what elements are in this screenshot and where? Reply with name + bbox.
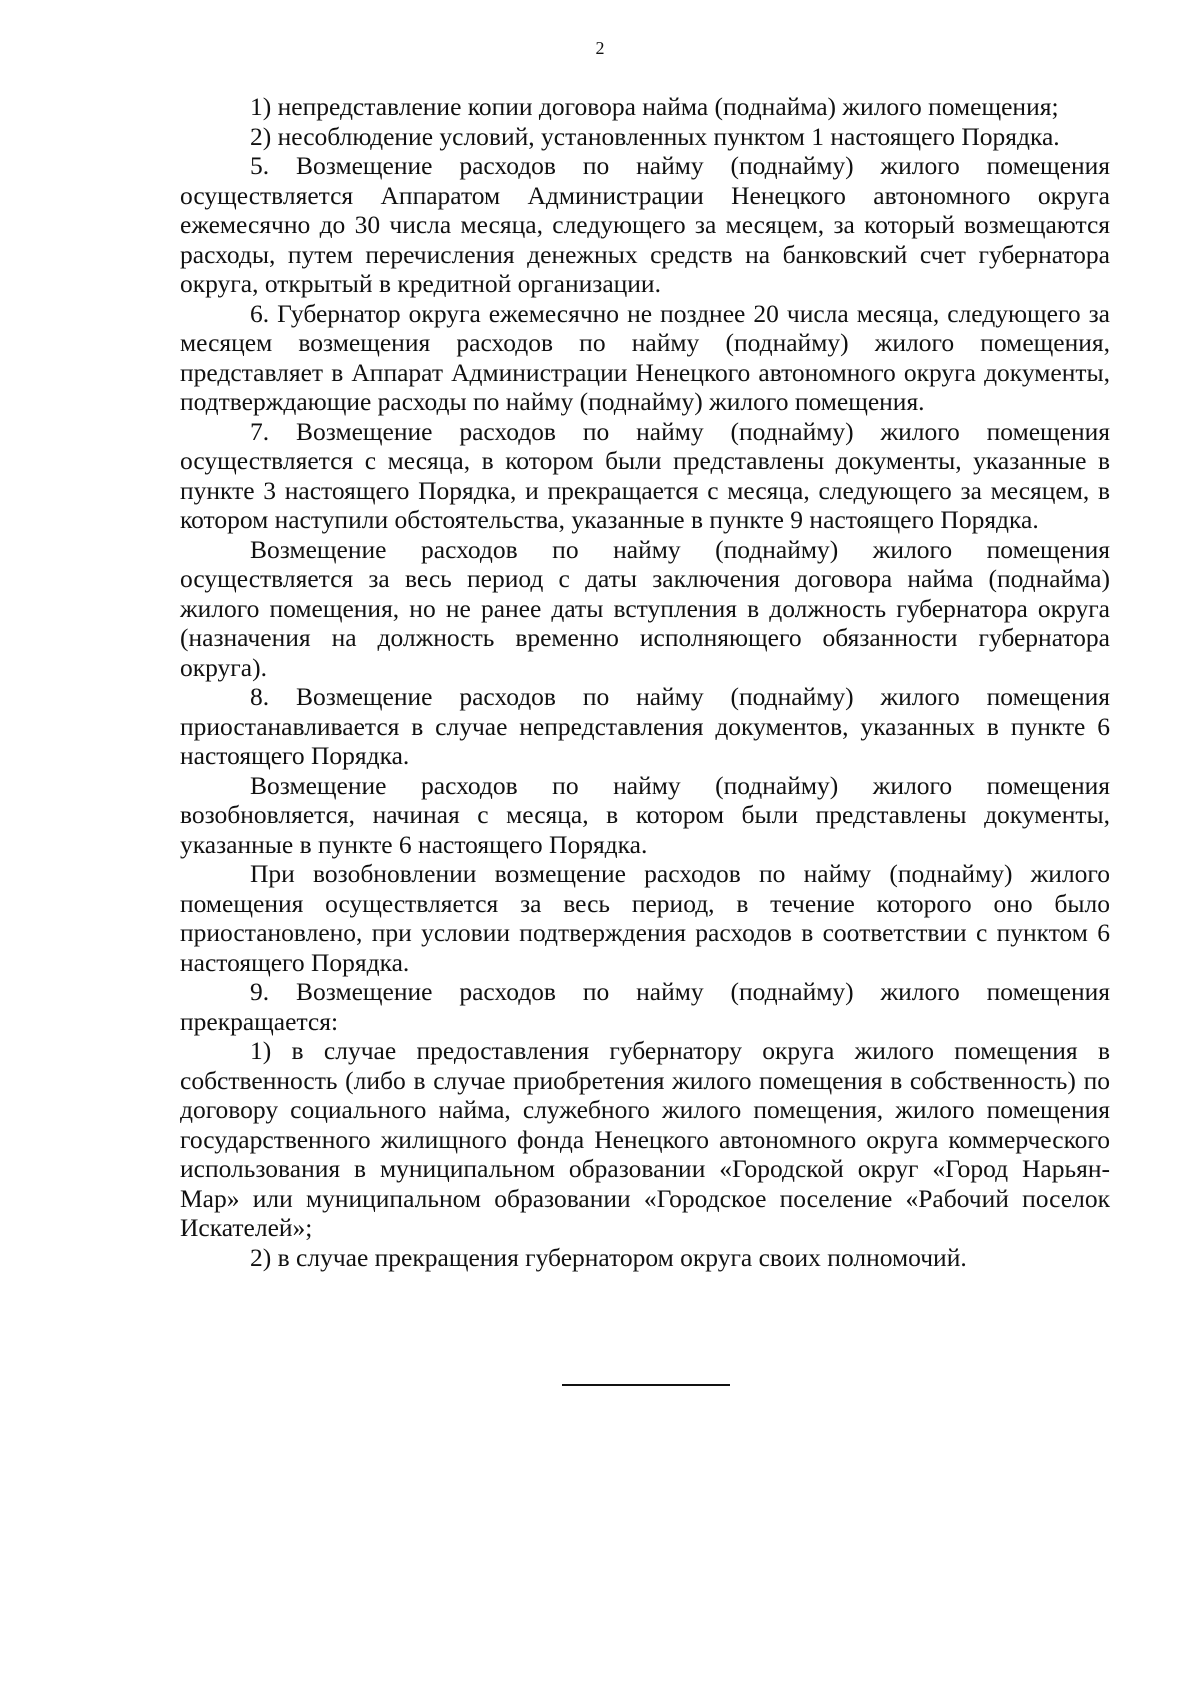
paragraph: 8. Возмещение расходов по найму (поднайму) жилого помещения приостанавливается в случае непредставления документов, указанных в пункте 6 настоящего Порядка. [180, 682, 1110, 770]
page-number: 2 [595, 38, 605, 58]
paragraph: 5. Возмещение расходов по найму (поднайму) жилого помещения осуществляется Аппаратом Администрации Ненецкого автономного округа ежемесячно до 30 числа месяца, следующего за месяцем, за который возмещаются расходы, путем перечисления денежных средств на банковский счет губернатора округа, открытый в кредитной организации. [180, 151, 1110, 298]
paragraph: 1) непредставление копии договора найма (поднайма) жилого помещения; [250, 92, 1059, 121]
paragraph: 9. Возмещение расходов по найму (поднайму) жилого помещения прекращается: [180, 977, 1110, 1036]
paragraph: При возобновлении возмещение расходов по найму (поднайму) жилого помещения осуществляется за весь период, в течение которого оно было приостановлено, при условии подтверждения расходов в соответствии с пунктом 6 настоящего Порядка. [180, 859, 1110, 977]
document-body [180, 92, 1110, 1272]
paragraph: Возмещение расходов по найму (поднайму) жилого помещения осуществляется за весь период с даты заключения договора найма (поднайма) жилого помещения, но не ранее даты вступления в должность губернатора округа (назначения на должность временно исполняющего обязанности губернатора округа). [180, 534, 1110, 682]
paragraph: Возмещение расходов по найму (поднайму) жилого помещения возобновляется, начиная с месяца, в котором были представлены документы, указанные в пункте 6 настоящего Порядка. [180, 770, 1110, 859]
paragraph: 6. Губернатор округа ежемесячно не позднее 20 числа месяца, следующего за месяцем возмещения расходов по найму (поднайму) жилого помещения, представляет в Аппарат Администрации Ненецкого автономного округа документы, подтверждающие расходы по найму (поднайму) жилого помещения. [180, 298, 1110, 416]
paragraph: 7. Возмещение расходов по найму (поднайму) жилого помещения осуществляется с месяца, в котором были представлены документы, указанные в пункте 3 настоящего Порядка, и прекращается с месяца, следующего за месяцем, в котором наступили обстоятельства, указанные в пункте 9 настоящего Порядка. [180, 416, 1110, 534]
paragraph: 2) в случае прекращения губернатором округа своих полномочий. [250, 1242, 967, 1272]
closing-divider-line [562, 1384, 730, 1386]
paragraph: 1) в случае предоставления губернатору округа жилого помещения в собственность (либо в случае приобретения жилого помещения в собственность) по договору социального найма, служебного жилого помещения, жилого помещения государственного жилищного фонда Ненецкого автономного округа коммерческого использования в муниципальном образовании «Городской округ «Город Нарьян-Мар» или муниципальном образовании «Городское поселение «Рабочий поселок Искателей»; [180, 1036, 1110, 1242]
paragraph: 2) несоблюдение условий, установленных пунктом 1 настоящего Порядка. [250, 121, 1060, 151]
